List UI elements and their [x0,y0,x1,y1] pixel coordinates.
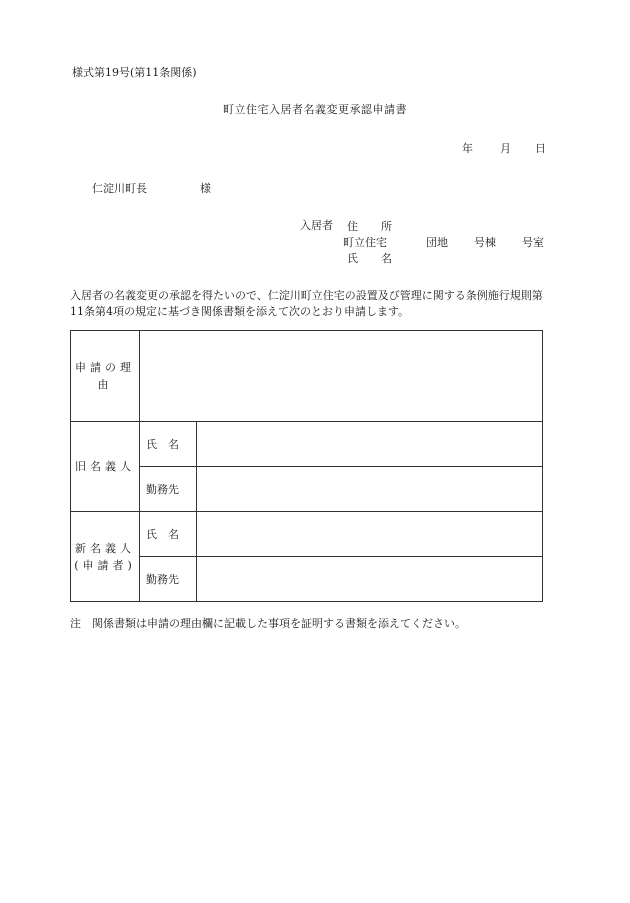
form-number: 様式第19号(第11条関係) [72,66,197,79]
application-body-text: 入居者の名義変更の承認を得たいので、仁淀川町立住宅の設置及び管理に関する条例施行規則第11条第4項の規定に基づき関係書類を添えて次のとおり申請します。 [70,289,543,318]
old-holder-label-cell [71,422,140,512]
housing-label: 町立住宅 [343,236,387,249]
new-holder-label-line2: (申請者) [74,558,136,572]
application-form-table [70,330,543,602]
date-month-label: 月 [500,142,511,155]
name-label-part2: 名 [381,252,392,265]
danchi-label: 団地 [426,236,448,249]
new-holder-workplace-label: 勤務先 [140,557,197,602]
addressee-name: 仁淀川町長 [92,182,147,195]
new-holder-workplace-field[interactable] [197,557,543,602]
reason-field[interactable] [140,331,543,422]
name-label-part1: 氏 [347,252,358,265]
applicant-label: 入居者 [300,219,333,232]
room-label: 号室 [522,236,544,249]
old-holder-workplace-label: 勤務先 [140,467,197,512]
footnote: 注 関係書類は申請の理由欄に記載した事項を証明する書類を添えてください。 [70,617,466,630]
document-title: 町立住宅入居者名義変更承認申請書 [223,103,407,116]
old-holder-label: 旧名義人 [75,460,135,473]
building-label: 号棟 [474,236,496,249]
date-day-label: 日 [535,142,546,155]
old-holder-name-field[interactable] [197,422,543,467]
new-holder-name-field[interactable] [197,512,543,557]
reason-label-line2: 由 [97,378,113,391]
old-holder-name-label: 氏 名 [140,422,197,467]
addressee-honorific: 様 [200,182,211,195]
old-holder-workplace-field[interactable] [197,467,543,512]
new-holder-label-line1: 新名義人 [75,541,135,555]
address-label-part1: 住 [347,220,358,233]
date-year-label: 年 [462,142,473,155]
reason-label-line1: 申請の理 [75,361,135,374]
new-holder-label-cell [71,512,140,602]
new-holder-name-label: 氏 名 [140,512,197,557]
address-label-part2: 所 [381,220,392,233]
reason-label-cell [71,331,140,422]
